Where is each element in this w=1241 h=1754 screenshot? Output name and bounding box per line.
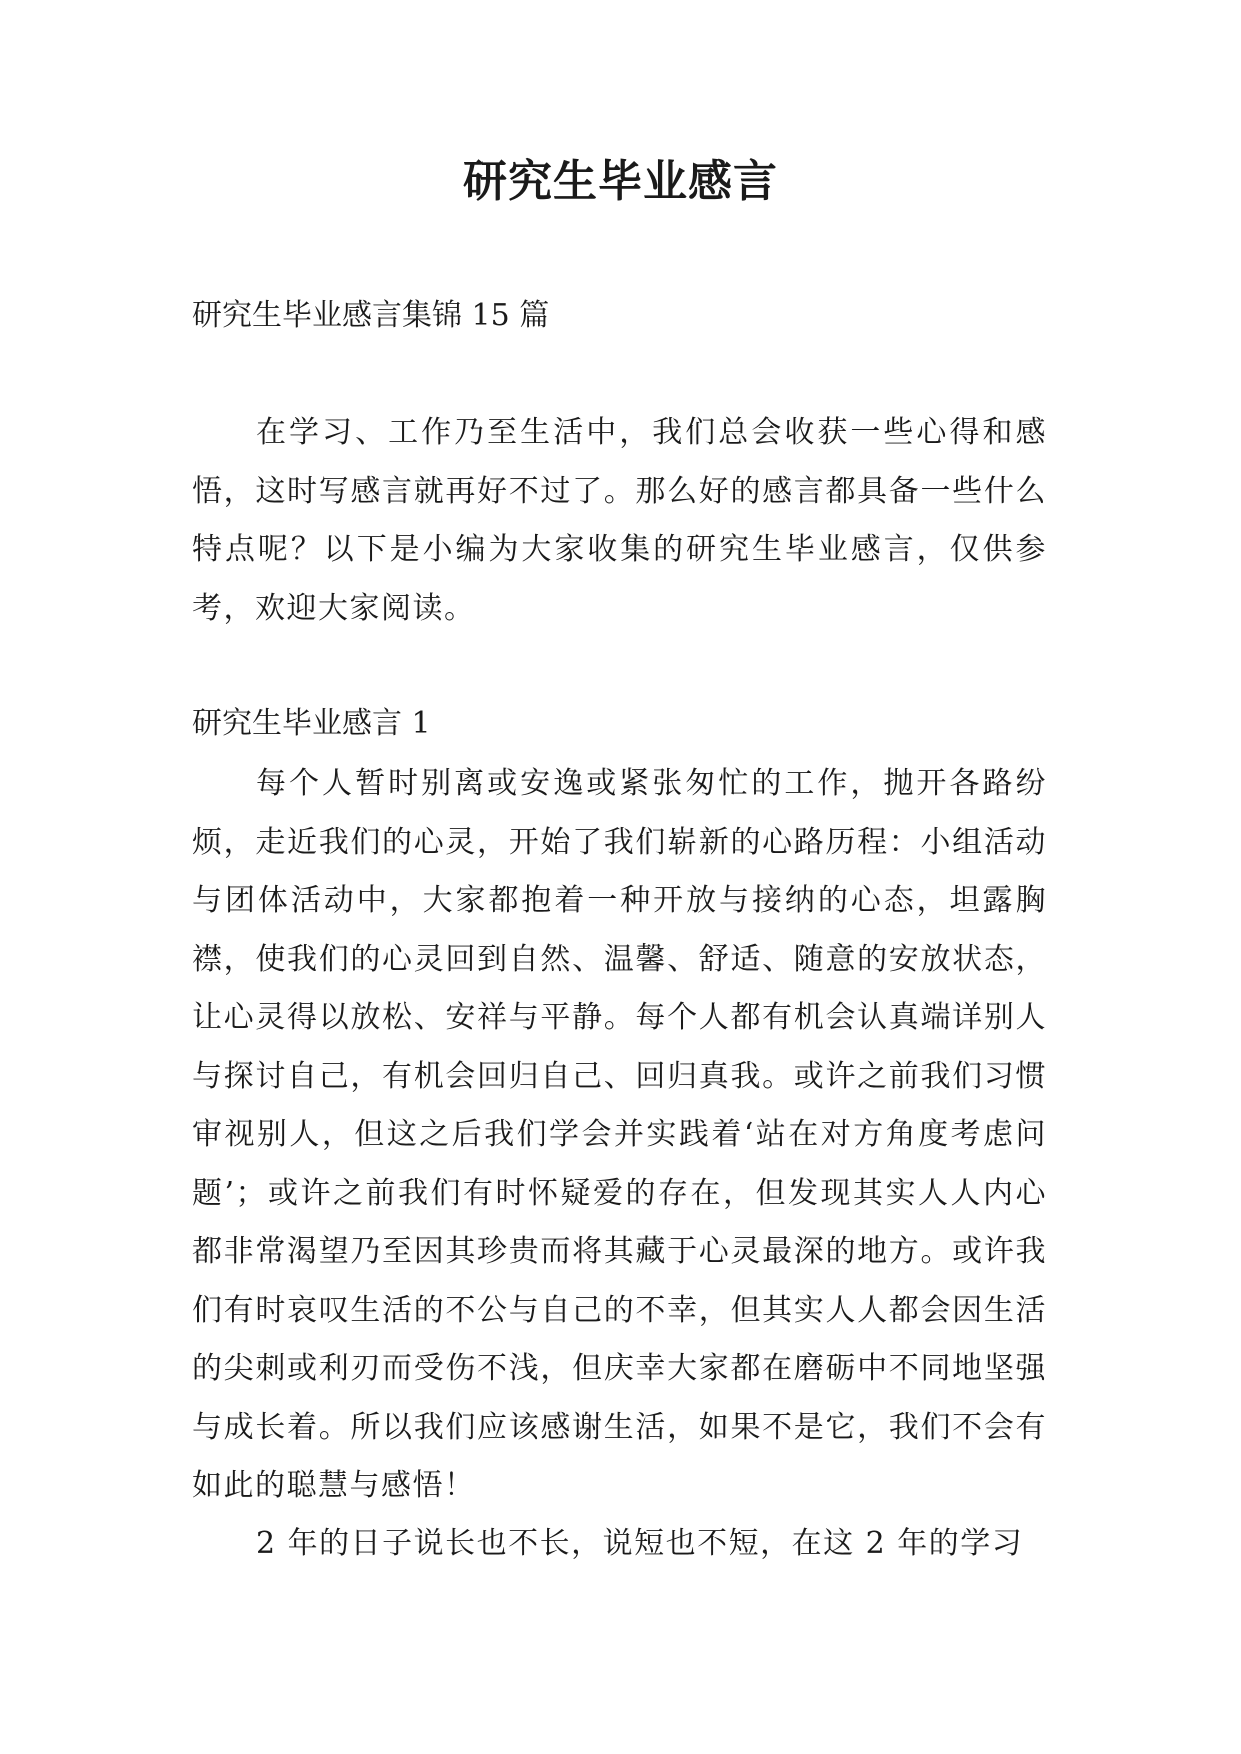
intro-paragraph: 在学习、工作乃至生活中，我们总会收获一些心得和感悟，这时写感言就再好不过了。那么好的感言都具备一些什么特点呢？以下是小编为大家收集的研究生毕业感言，仅供参考，欢迎大家阅读。 (192, 415, 1047, 626)
section-heading: 研究生毕业感言 1 (192, 706, 431, 741)
body-paragraph: 每个人暂时别离或安逸或紧张匆忙的工作，抛开各路纷烦，走近我们的心灵，开始了我们崭新的心路历程：小组活动与团体活动中，大家都抱着一种开放与接纳的心态，坦露胸襟，使我们的心灵回到自然、温馨、舒适、随意的安放状态，让心灵得以放松、安祥与平静。每个人都有机会认真端详别人与探讨自己，有机会回归自己、回归真我。或许之前我们习惯审视别人，但这之后我们学会并实践着‘站在对方角度考虑问题’；或许之前我们有时怀疑爱的存在，但发现其实人人内心都非常渴望乃至因其珍贵而将其藏于心灵最深的地方。或许我们有时哀叹生活的不公与自己的不幸，但其实人人都会因生活的尖刺或利刃而受伤不浅，但庆幸大家都在磨砺中不同地坚强与成长着。所以我们应该感谢生活，如果不是它，我们不会有如此的聪慧与感悟！ (192, 766, 1047, 1503)
document-subtitle: 研究生毕业感言集锦 15 篇 (192, 298, 550, 333)
document-title: 研究生毕业感言 (463, 156, 778, 207)
body-paragraph-continued: 2 年的日子说长也不长，说短也不短，在这 2 年的学习 (256, 1526, 1024, 1561)
